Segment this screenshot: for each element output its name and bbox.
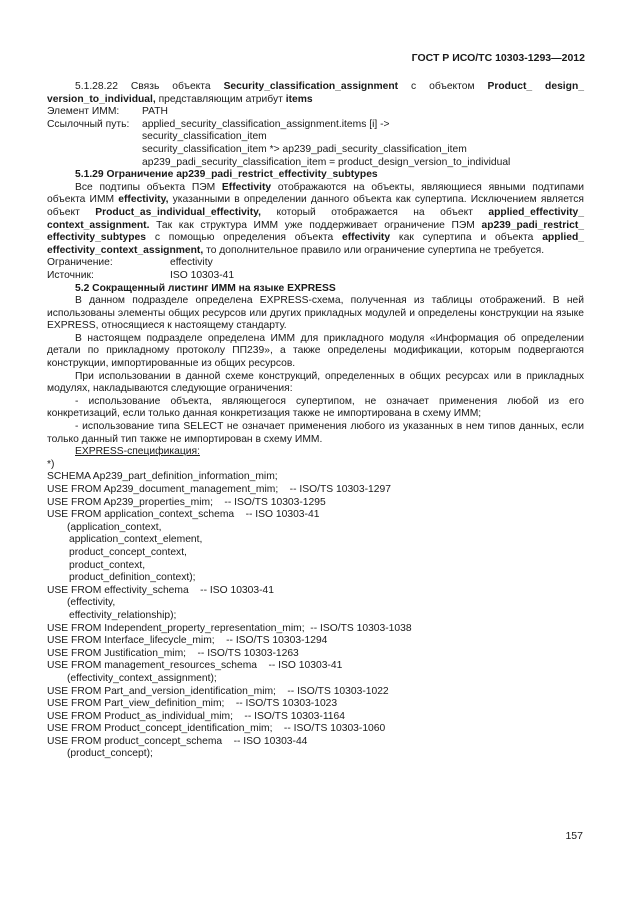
code-line: USE FROM management_resources_schema -- ISO 10303-41 (47, 660, 343, 672)
code-line: product_context, (69, 559, 146, 571)
reference-path-row (47, 119, 584, 132)
code-line: USE FROM Ap239_properties_mim; -- ISO/TS 10303-1295 (47, 496, 326, 508)
section-5-1-29-heading: 5.1.29 Ограничение ap239_padi_restrict_effectivity_subtypes (75, 169, 378, 181)
code-line: application_context_element, (69, 534, 203, 546)
code-line: effectivity_relationship); (69, 609, 177, 621)
express-spec-label: EXPRESS-спецификация: (75, 446, 200, 458)
source-label: Источник: (47, 269, 94, 281)
code-line: USE FROM Part_and_version_identification_mim; -- ISO/TS 10303-1022 (47, 685, 389, 697)
code-line: SCHEMA Ap239_part_definition_information_mim; (47, 471, 278, 483)
code-line: USE FROM Ap239_document_management_mim; -- ISO/TS 10303-1297 (47, 484, 391, 495)
document-header: ГОСТ Р ИСО/ТС 10303-1293—2012 (411, 52, 585, 64)
list-item: - использование типа SELECT не означает применения любого из указанных в нем типов данных, если только данный тип также не импортирован в схему ИММ. (47, 421, 584, 445)
mim-element-row (47, 106, 584, 119)
constraint-row (47, 257, 584, 270)
paragraph: В данном подразделе определена EXPRESS-схема, полученная из таблицы отображений. В ней использованы элементы общих ресурсов или других прикладных модулей и определены конструкции на языке EXPRESS, относящиеся к настоящему стандарту. (47, 295, 584, 332)
code-line: (application_context, (67, 521, 162, 533)
list-item: - использование объекта, являющегося супертипом, не означает применения любой из его конкретизаций, если только данная конкретизация также не импортирована в схему ИММ; (47, 395, 584, 420)
code-line: *) (47, 458, 55, 470)
code-line: product_definition_context); (69, 572, 196, 584)
page-content (47, 81, 584, 761)
reference-path-line: ap239_padi_security_classification_item = product_design_version_to_individual (142, 156, 511, 168)
code-line: USE FROM application_context_schema -- ISO 10303-41 (47, 509, 320, 521)
reference-path-line: security_classification_item *> ap239_padi_security_classification_item (142, 143, 467, 155)
reference-path-label: Ссылочный путь: (47, 118, 130, 130)
constraint-value: effectivity (170, 257, 213, 269)
code-line: USE FROM Part_view_definition_mim; -- ISO/TS 10303-1023 (47, 698, 338, 710)
section-5-1-28-22: 5.1.28.22 Связь объекта Security_classification_assignment с объектом Product_ design_ version_to_individual, представляющим атрибут items (47, 81, 584, 105)
reference-path-line: applied_security_classification_assignment.items [i] -> (142, 118, 390, 130)
code-line: USE FROM product_concept_schema -- ISO 10303-44 (47, 735, 308, 747)
paragraph: При использовании в данной схеме конструкций, определенных в общих ресурсах или в прикладных модулях, накладываются следующие ограничения: (47, 370, 584, 395)
constraint-label: Ограничение: (47, 257, 113, 269)
code-line: product_concept_context, (69, 546, 187, 558)
code-line: (effectivity_context_assignment); (67, 672, 217, 684)
mim-element-label: Элемент ИММ: (47, 106, 120, 118)
section-5-2-heading: 5.2 Сокращенный листинг ИММ на языке EXPRESS (75, 282, 336, 294)
code-line: USE FROM Product_concept_identification_mim; -- ISO/TS 10303-1060 (47, 723, 386, 735)
page-number: 157 (565, 830, 583, 842)
code-line: USE FROM Independent_property_representation_mim; -- ISO/TS 10303-1038 (47, 622, 412, 634)
section-5-1-29-text: Все подтипы объекта ПЭМ Effectivity отображаются на объекты, являющиеся явными подтипами объекта ИММ effectivity, указанными в определении данного объекта как супертипа. Исключением является объект Product_as_individual_effectivity, который отображается на объект applied_effectivity_ context_assignment. Так как структура ИММ уже поддерживает ограничение ПЭМ ap239_padi_restrict_ effectivity_subtypes с помощью определения объекта effectivity как супертипа и объекта applied_ effectivity_context_assignment, то дополнительное правило или ограничение супертипа не требуется. (47, 181, 584, 256)
source-row (47, 270, 584, 283)
code-line: USE FROM effectivity_schema -- ISO 10303-41 (47, 584, 274, 596)
code-line: (effectivity, (67, 597, 116, 609)
express-code-block (47, 459, 584, 761)
paragraph: В настоящем подразделе определена ИММ для прикладного модуля «Информация об определении детали по прикладному протоколу ПП239», а также определены модификации, которым подвергаются конструкции, импортированные из общих ресурсов. (47, 332, 584, 370)
reference-path-line: security_classification_item (142, 131, 267, 143)
code-line: USE FROM Justification_mim; -- ISO/TS 10303-1263 (47, 647, 299, 659)
code-line: USE FROM Product_as_individual_mim; -- ISO/TS 10303-1164 (47, 710, 345, 722)
mim-element-value: PATH (142, 106, 168, 118)
code-line: USE FROM Interface_lifecycle_mim; -- ISO/TS 10303-1294 (47, 635, 328, 647)
code-line: (product_concept); (67, 748, 153, 760)
source-value: ISO 10303-41 (170, 269, 235, 281)
